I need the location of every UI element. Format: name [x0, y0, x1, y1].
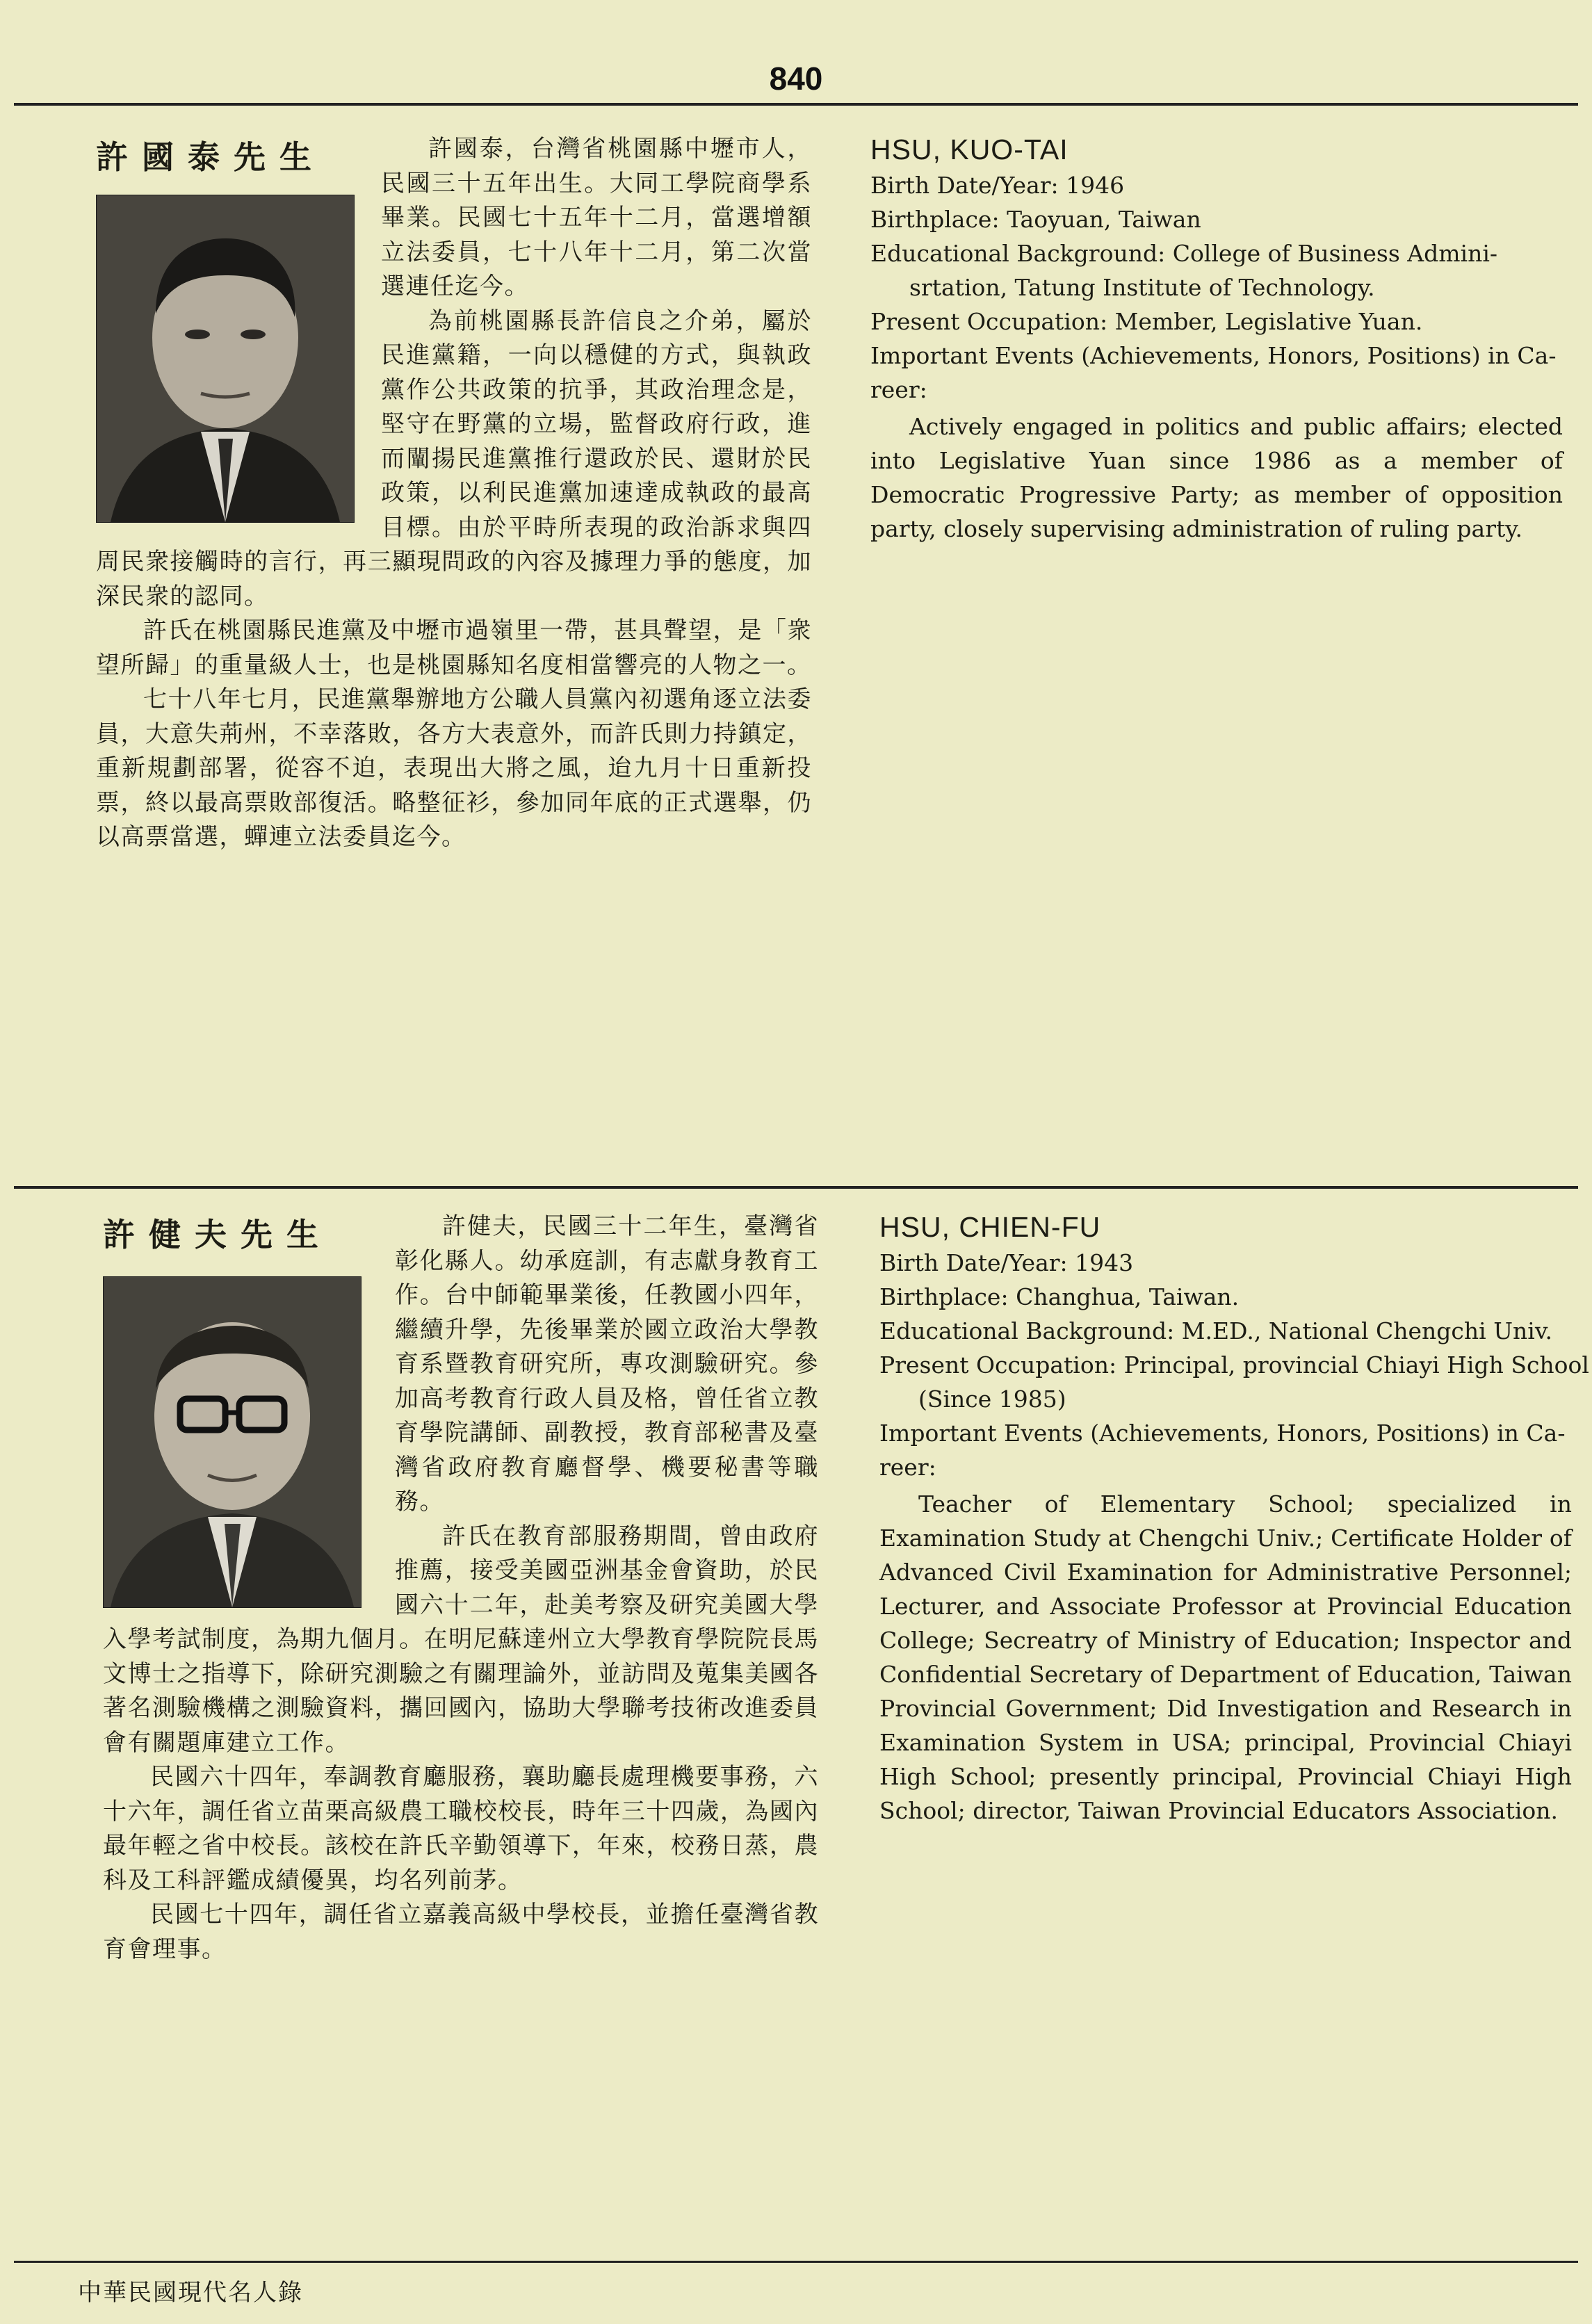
events-text: Teacher of Elementary School; specialized in Examination Study at Chengchi Univ.; Certificate Holder of Advanced Civil Examination for Administrative Personnel; Lecturer, and Associate Professor at Provincial Education College; Secreatry of Ministry of Education; Inspector and Confidential Secretary of Department of Education, Taiwan Provincial Government; Did Investigation and Research in Examination System in USA; principal, Provincial Chiayi High School; presently principal, Provincial Chiayi High School; director, Taiwan Provincial Educators Association. — [879, 1490, 1572, 1824]
events-label-1: Important Events (Achievements, Honors, Positions) in Ca- — [870, 342, 1557, 369]
birth-date: Birth Date/Year: 1946 — [870, 172, 1125, 199]
chinese-biography-text — [103, 1210, 819, 1967]
events-label-2: reer: — [879, 1454, 936, 1481]
chinese-paragraph: 許氏在桃園縣民進黨及中壢市過嶺里一帶，甚具聲望，是「衆望所歸」的重量級人士，也是桃園縣知名度相當響亮的人物之一。 — [96, 617, 812, 679]
middle-rule — [14, 1186, 1578, 1189]
chinese-paragraph: 許國泰，台灣省桃園縣中壢市人，民國三十五年出生。大同工學院商學系畢業。民國七十五年十二月，當選增額立法委員，七十八年十二月，第二次當選連任迄今。 — [381, 135, 812, 300]
birthplace: Birthplace: Changhua, Taiwan. — [879, 1283, 1240, 1310]
chinese-paragraph: 為前桃園縣長許信良之介弟，屬於民進黨籍，一向以穩健的方式，與執政黨作公共政策的抗爭，其政治理念是，堅守在野黨的立場，監督政府行政，進而闡揚民進黨推行還政於民、還財於民政策，以利民進黨加速達成執政的最高目標。由於平時所表現的政治訴求與四周民衆接觸時的言行，再三顯現問政的內容及據理力爭的態度，加深民衆的認同。 — [96, 307, 812, 610]
birthplace: Birthplace: Taoyuan, Taiwan — [870, 206, 1201, 233]
footer-book-title: 中華民國現代名人錄 — [78, 2279, 303, 2307]
english-column — [879, 1210, 1589, 1828]
events-text: Actively engaged in politics and public affairs; elected into Legislative Yuan since 1986 as a member of Democratic Progressive Party; as member of opposition party, closely supervising administration of ruling party. — [870, 413, 1563, 542]
occupation-line-2: (Since 1985) — [918, 1386, 1066, 1413]
chinese-paragraph: 民國七十四年，調任省立嘉義高級中學校長，並擔任臺灣省教育會理事。 — [103, 1901, 819, 1963]
chinese-biography-text — [96, 132, 812, 855]
bottom-rule — [14, 2261, 1578, 2263]
chinese-paragraph: 七十八年七月，民進黨舉辦地方公職人員黨內初選角逐立法委員，大意失荊州，不幸落敗，各方大表意外，而許氏則力持鎮定，重新規劃部署，從容不迫，表現出大將之風，迨九月十日重新投票，終以最高票敗部復活。略整征衫，參加同年底的正式選舉，仍以高票當選，蟬連立法委員迄今。 — [96, 685, 812, 851]
english-name-heading: HSU, KUO-TAI — [870, 133, 1069, 165]
chinese-paragraph: 許氏在教育部服務期間，曾由政府推薦，接受美國亞洲基金會資助，於民國六十二年，赴美考察及研究美國大學入學考試制度，為期九個月。在明尼蘇達州立大學教育學院院長馬文博士之指導下，除研究測驗之有關理論外，並訪問及蒐集美國各著名測驗機構之測驗資料，攜回國內，協助大學聯考技術改進委員會有關題庫建立工作。 — [103, 1522, 819, 1757]
chinese-name-heading: 許國泰先生 — [96, 138, 325, 176]
events-label-2: reer: — [870, 376, 927, 403]
chinese-name-heading: 許健夫先生 — [103, 1216, 332, 1253]
top-rule — [14, 103, 1578, 106]
education-line-1: Educational Background: College of Business Admini- — [870, 240, 1498, 267]
english-name-heading: HSU, CHIEN-FU — [879, 1211, 1101, 1243]
english-column — [870, 132, 1563, 546]
chinese-paragraph: 許健夫，民國三十二年生，臺灣省彰化縣人。幼承庭訓，有志獻身教育工作。台中師範畢業後，任教國小四年，繼續升學，先後畢業於國立政治大學教育系暨教育研究所，專攻測驗研究。參加高考教育行政人員及格，曾任省立教育學院講師、副教授，教育部秘書及臺灣省政府教育廳督學、機要秘書等職務。 — [395, 1212, 819, 1516]
occupation: Present Occupation: Principal, provincial Chiayi High School — [879, 1351, 1589, 1379]
education-line-1: Educational Background: M.ED., National Chengchi Univ. — [879, 1317, 1553, 1344]
education-line-2: srtation, Tatung Institute of Technology. — [909, 274, 1375, 301]
birth-date: Birth Date/Year: 1943 — [879, 1249, 1134, 1276]
chinese-paragraph: 民國六十四年，奉調教育廳服務，襄助廳長處理機要事務，六十六年，調任省立苗栗高級農工職校校長，時年三十四歲，為國內最年輕之省中校長。該校在許氏辛勤領導下，年來，校務日蒸，農科及工科評鑑成績優異，均名列前茅。 — [103, 1763, 819, 1894]
page-number: 840 — [769, 60, 823, 97]
events-label-1: Important Events (Achievements, Honors, Positions) in Ca- — [879, 1420, 1566, 1447]
occupation: Present Occupation: Member, Legislative Yuan. — [870, 308, 1423, 335]
